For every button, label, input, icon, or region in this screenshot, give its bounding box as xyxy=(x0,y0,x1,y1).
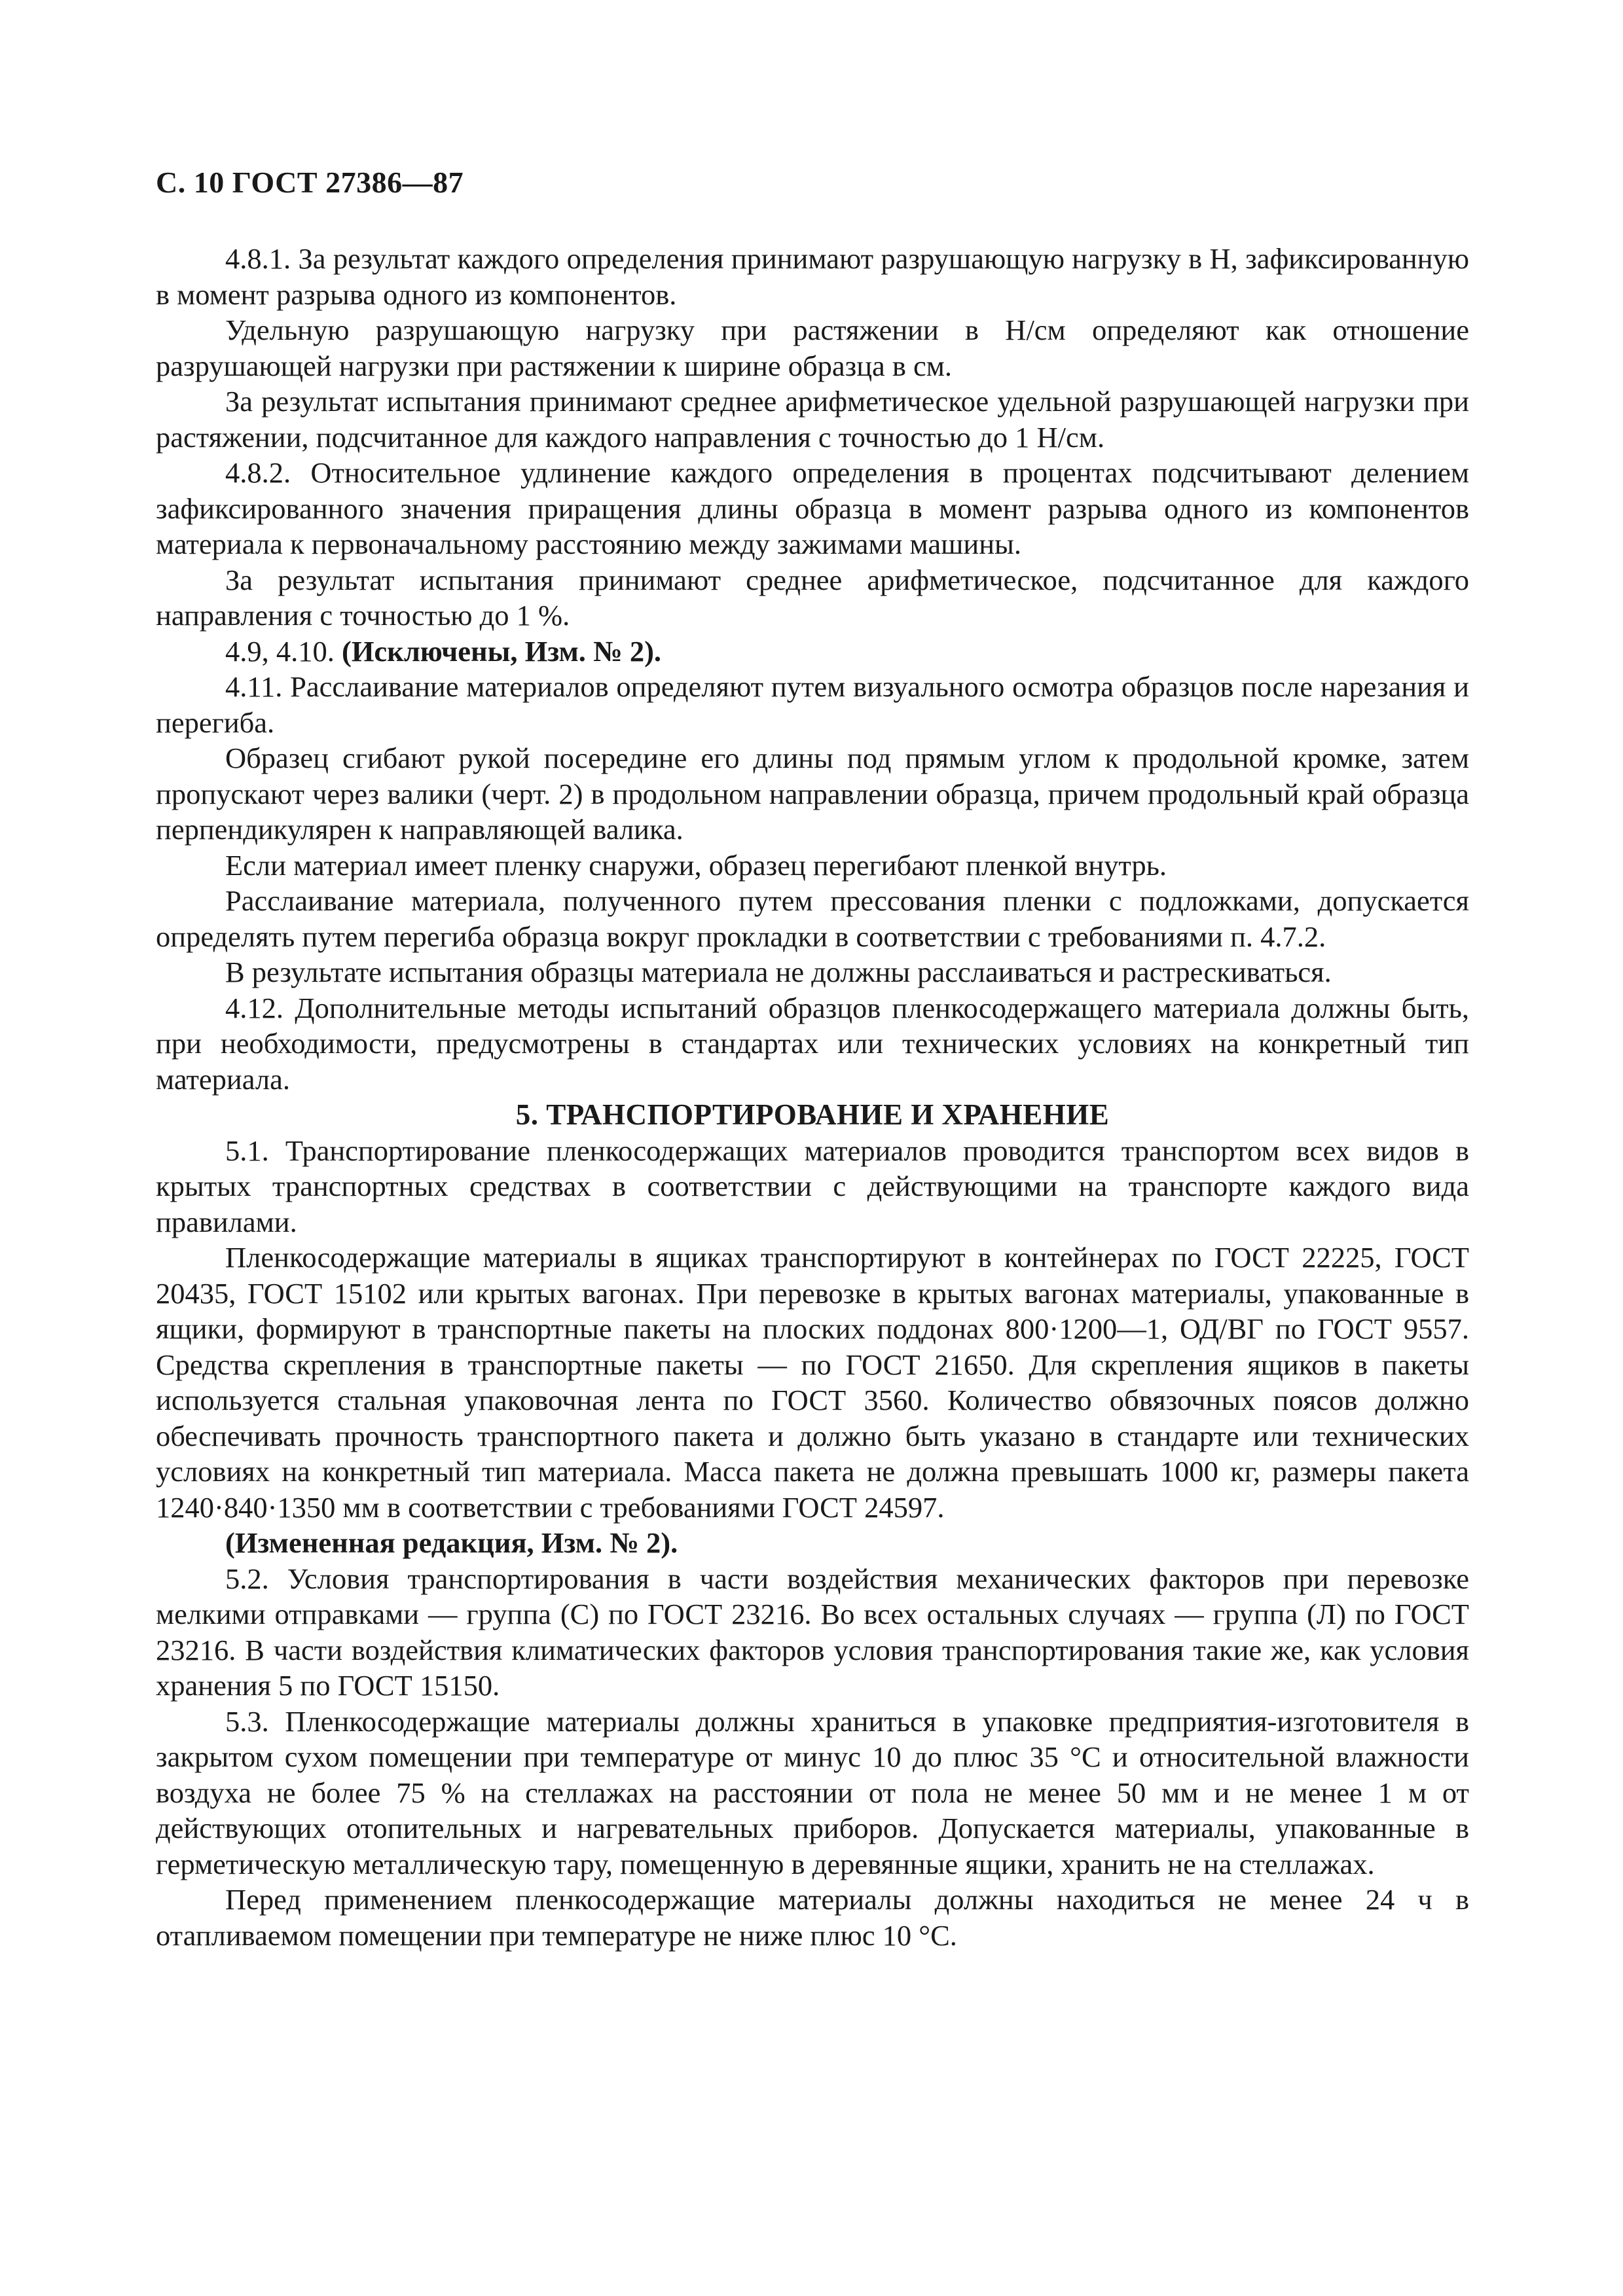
paragraph-boxes: Пленкосодержащие материалы в ящиках транспортируют в контейнерах по ГОСТ 22225, ГОСТ 20435, ГОСТ 15102 или крытых вагонах. При перевозке в крытых вагонах материалы, упакованные в ящики, формируют в транспортные пакеты на плоских поддонах 800·1200—1, ОД/ВГ по ГОСТ 9557. Средства скрепления в транспортные пакеты — по ГОСТ 21650. Для скрепления ящиков в пакеты используется стальная упаковочная лента по ГОСТ 3560. Количество обвязочных поясов должно обеспечивать прочность транспортного пакета и должно быть указано в стандарте или технических условиях на конкретный тип материала. Масса пакета не должна превышать 1000 кг, размеры пакета 1240·840·1350 мм в соответствии с требованиями ГОСТ 24597. xyxy=(156,1241,1469,1524)
paragraph-4-9-excluded-note: (Исключены, Изм. № 2). xyxy=(342,634,662,668)
paragraph-4-11: 4.11. Расслаивание материалов определяют путем визуального осмотра образцов после нарезания и перегиба. xyxy=(156,670,1469,739)
paragraph-before-use: Перед применением пленкосодержащие материалы должны находиться не менее 24 ч в отапливаемом помещении при температуре не ниже плюс 10 °С. xyxy=(156,1883,1469,1952)
paragraph-5-1: 5.1. Транспортирование пленкосодержащих материалов проводится транспортом всех видов в крытых транспортных средствах в соответствии с действующими на транспорте каждого вида правилами. xyxy=(156,1134,1469,1238)
paragraph-result-load: За результат испытания принимают среднее арифметическое удельной разрушающей нагрузки при растяжении, подсчитанное для каждого направления с точностью до 1 Н/см. xyxy=(156,385,1469,454)
amended-note-text: (Измененная редакция, Изм. № 2). xyxy=(225,1526,678,1559)
page-header: С. 10 ГОСТ 27386—87 xyxy=(156,166,464,199)
paragraph-specific-load: Удельную разрушающую нагрузку при растяжении в Н/см определяют как отношение разрушающей нагрузки при растяжении к ширине образца в см. xyxy=(156,314,1469,382)
paragraph-5-2: 5.2. Условия транспортирования в части воздействия механических факторов при перевозке мелкими отправками — группа (С) по ГОСТ 23216. Во всех остальных случаях — группа (Л) по ГОСТ 23216. В части воздействия климатических факторов условия транспортирования такие же, как условия хранения 5 по ГОСТ 15150. xyxy=(156,1562,1469,1702)
paragraph-4-9-prefix: 4.9, 4.10. xyxy=(225,634,342,668)
paragraph-fold: Образец сгибают рукой посередине его длины под прямым углом к продольной кромке, затем пропускают через валики (черт. 2) в продольном направлении образца, причем продольный край образца перпендикулярен к направляющей валика. xyxy=(156,742,1469,846)
paragraph-film: Если материал имеет пленку снаружи, образец перегибают пленкой внутрь. xyxy=(225,848,1167,882)
paragraph-amended-note xyxy=(156,1525,1469,1561)
paragraph-4-12: 4.12. Дополнительные методы испытаний образцов пленкосодержащего материала должны быть, при необходимости, предусмотрены в стандартах или технических условиях на конкретный тип материала. xyxy=(156,991,1469,1096)
paragraph-4-8-2: 4.8.2. Относительное удлинение каждого определения в процентах подсчитывают делением зафиксированного значения приращения длины образца в момент разрыва одного из компонентов материала к первоначальному расстоянию между зажимами машины. xyxy=(156,456,1469,560)
paragraph-pressing: Расслаивание материала, полученного путем прессования пленки с подложками, допускается определять путем перегиба образца вокруг прокладки в соответствии с требованиями п. 4.7.2. xyxy=(156,884,1469,953)
document-body xyxy=(156,241,1469,1953)
paragraph-no-delamination: В результате испытания образцы материала не должны расслаиваться и растрескиваться. xyxy=(225,956,1332,988)
paragraph-4-9-4-10 xyxy=(156,634,1469,670)
paragraph-result-elongation: За результат испытания принимают среднее арифметическое, подсчитанное для каждого направления с точностью до 1 %. xyxy=(156,563,1469,632)
section-5-heading: 5. ТРАНСПОРТИРОВАНИЕ И ХРАНЕНИЕ xyxy=(515,1098,1110,1131)
paragraph-4-8-1: 4.8.1. За результат каждого определения принимают разрушающую нагрузку в Н, зафиксированную в момент разрыва одного из компонентов. xyxy=(156,242,1469,311)
paragraph-5-3: 5.3. Пленкосодержащие материалы должны храниться в упаковке предприятия-изготовителя в закрытом сухом помещении при температуре от минус 10 до плюс 35 °С и относительной влажности воздуха не более 75 % на стеллажах на расстоянии от пола не менее 50 мм и не менее 1 м от действующих отопительных и нагревательных приборов. Допускается материалы, упакованные в герметическую металлическую тару, помещенную в деревянные ящики, хранить не на стеллажах. xyxy=(156,1704,1469,1880)
